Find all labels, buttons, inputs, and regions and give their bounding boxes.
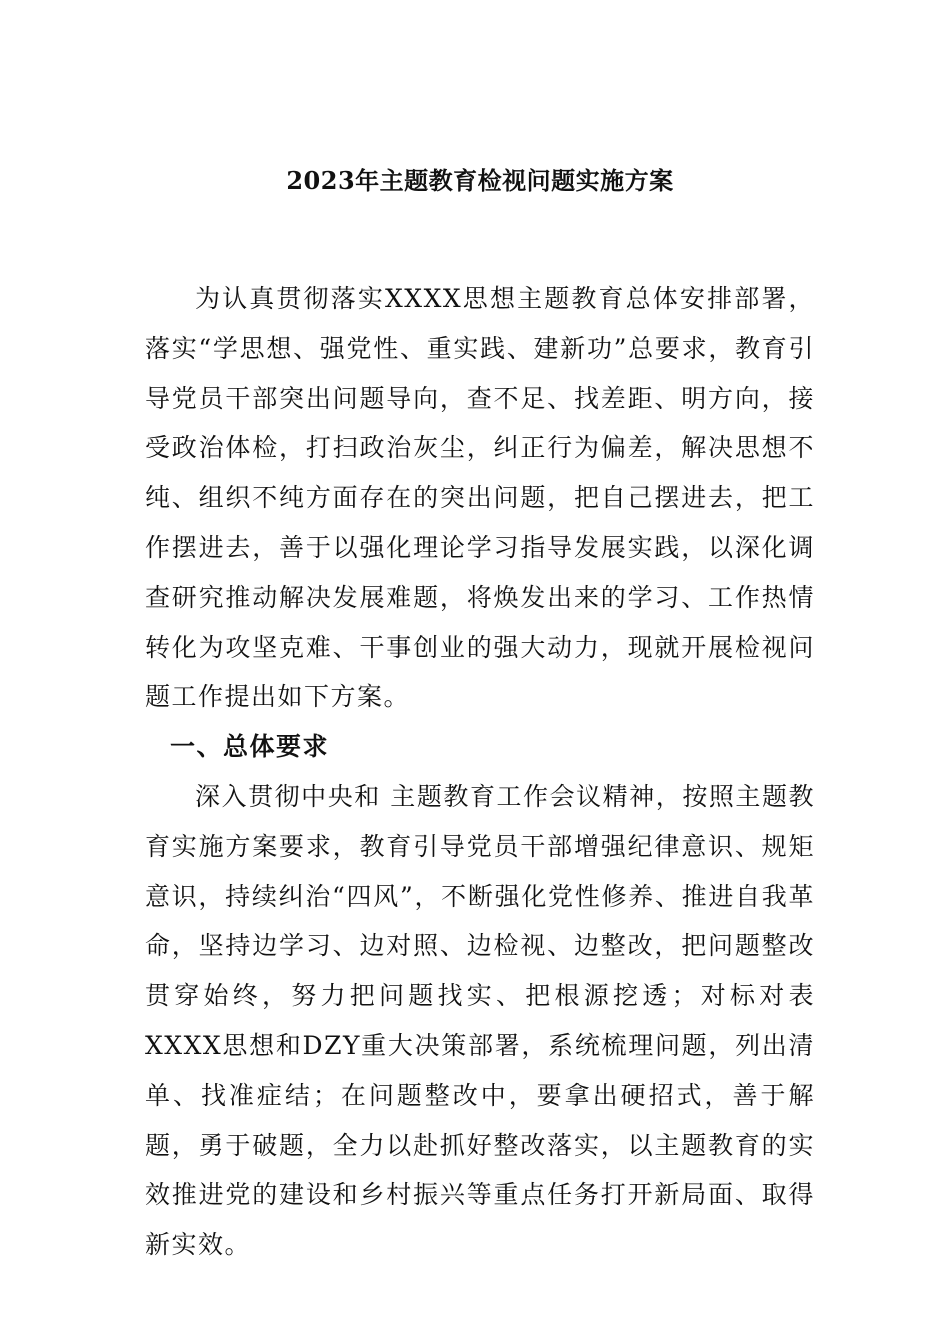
document-title: 2023年主题教育检视问题实施方案 [286,166,674,195]
intro-paragraph: 为认真贯彻落实XXXX思想主题教育总体安排部署，落实“学思想、强党性、重实践、建新功”总要求，教育引导党员干部突出问题导向，查不足、找差距、明方向，接受政治体检，打扫政治灰尘，纠正行为偏差，解决思想不纯、组织不纯方面存在的突出问题，把自己摆进去，把工作摆进去，善于以强化理论学习指导发展实践，以深化调查研究推动解决发展难题，将焕发出来的学习、工作热情转化为攻坚克难、干事创业的强大动力，现就开展检视问题工作提出如下方案。 [145,284,815,712]
document-body [145,274,815,1270]
section-heading-general-requirements: 一、总体要求 [170,732,330,762]
general-requirements-paragraph: 深入贯彻中央和 主题教育工作会议精神，按照主题教育实施方案要求，教育引导党员干部增强纪律意识、规矩意识，持续纠治“四风”，不断强化党性修养、推进自我革命，坚持边学习、边对照、边检视、边整改，把问题整改贯穿始终，努力把问题找实、把根源挖透；对标对表XXXX思想和DZY重大决策部署，系统梳理问题，列出清单、找准症结；在问题整改中，要拿出硬招式，善于解题，勇于破题，全力以赴抓好整改落实，以主题教育的实效推进党的建设和乡村振兴等重点任务打开新局面、取得新实效。 [145,781,815,1260]
